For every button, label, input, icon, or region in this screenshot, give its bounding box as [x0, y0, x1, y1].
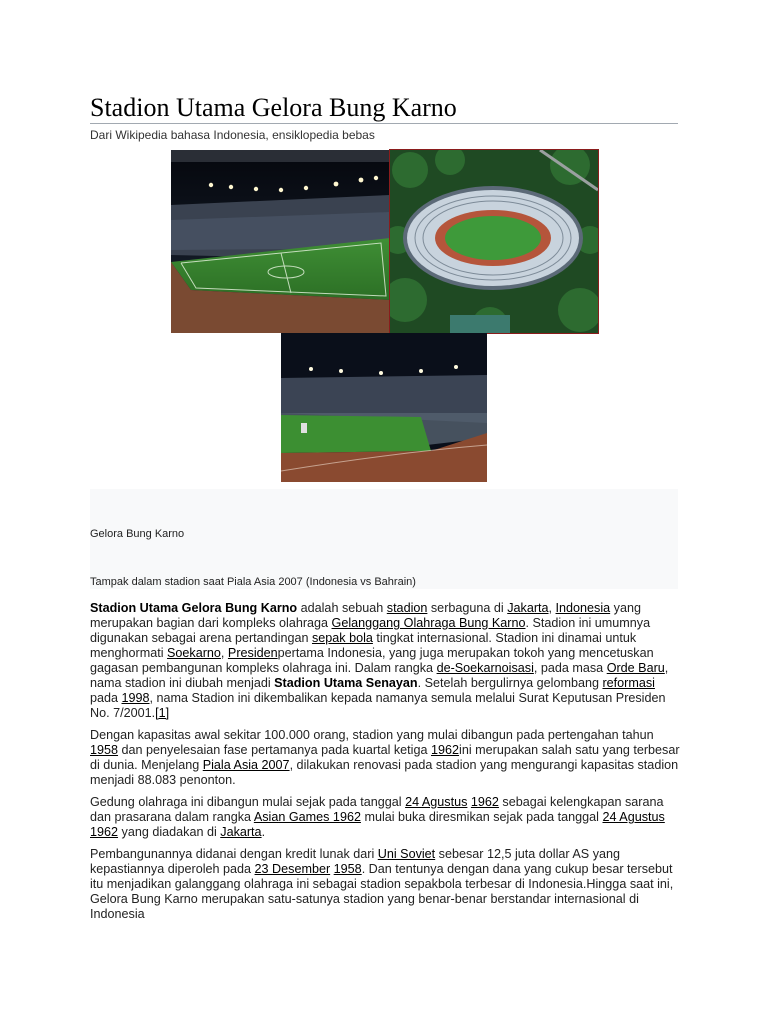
wiki-link[interactable]: Piala Asia 2007 [202, 758, 290, 772]
wiki-link[interactable]: Jakarta [507, 601, 549, 615]
wiki-link[interactable]: Soekarno [167, 646, 221, 660]
paragraph [90, 601, 680, 721]
wiki-link[interactable]: reformasi [602, 676, 655, 690]
text-run: . Setelah bergulirnya gelombang [417, 676, 603, 690]
wiki-link[interactable]: 23 Desember [254, 862, 331, 876]
bold-term: Stadion Utama Gelora Bung Karno [90, 601, 298, 615]
stadium-match-night-image [281, 333, 487, 482]
text-run: yang merupakan bagian dari kompleks olahraga [90, 601, 641, 630]
text-run: tingkat internasional. Stadion ini dinamai untuk menghormati [90, 631, 637, 660]
text-run: adalah sebuah [297, 601, 387, 615]
text-run: yang diadakan di [118, 825, 221, 839]
text-run: . Dan tentunya dengan dana yang cukup besar tersebut itu menjadikan galanggang olahraga ini sebagai stadion sepakbola terbesar di Indonesia.Hingga saat ini, Gelora Bung Karno merupakan satu-satunya stadion yang benar-benar berstandar internasional di Indonesia [90, 862, 674, 921]
text-run: sebesar 12,5 juta dollar AS yang kepastiannya diperoleh pada [90, 847, 621, 876]
wiki-link[interactable]: Presiden [227, 646, 278, 660]
wiki-link[interactable]: 1962 [470, 795, 499, 809]
wiki-link[interactable]: Gelanggang Olahraga Bung Karno [331, 616, 526, 630]
text-run: serbaguna di [427, 601, 508, 615]
text-run: , nama stadion ini diubah menjadi [90, 661, 669, 690]
stadium-aerial-image [390, 150, 598, 333]
bold-term: Stadion Utama Senayan [274, 676, 418, 690]
wiki-link[interactable]: Orde Baru [606, 661, 665, 675]
wiki-link[interactable]: de-Soekarnoisasi [436, 661, 534, 675]
wiki-link[interactable]: 24 Agustus [405, 795, 468, 809]
text-run: Gedung olahraga ini dibangun mulai sejak pada tanggal [90, 795, 406, 809]
stadium-interior-night-photo[interactable] [171, 150, 390, 333]
wiki-link[interactable]: 1958 [90, 743, 119, 757]
wiki-link[interactable]: stadion [386, 601, 428, 615]
wiki-link[interactable]: Indonesia [555, 601, 611, 615]
text-run: pertama Indonesia, yang juga merupakan tokoh yang mencetuskan gagasan pembangunan kompleks olahraga ini. Dalam rangka [90, 646, 654, 675]
stadium-aerial-photo[interactable] [390, 150, 598, 333]
wiki-link[interactable]: 1962 [90, 825, 119, 839]
stadium-match-night-photo[interactable] [281, 333, 487, 482]
figure-caption-text: Tampak dalam stadion saat Piala Asia 2007 (Indonesia vs Bahrain) [90, 576, 416, 588]
text-run: ini merupakan salah satu yang terbesar di dunia. Menjelang [90, 743, 680, 772]
text-run: Pembangunannya didanai dengan kredit lunak dari [90, 847, 378, 861]
text-run: dan penyelesaian fase pertamanya pada kuartal ketiga [118, 743, 431, 757]
paragraph [90, 847, 680, 922]
text-run: , dilakukan renovasi pada stadion yang mengurangi kapasitas stadion menjadi 88.083 penonton. [90, 758, 679, 787]
page-title: Stadion Utama Gelora Bung Karno [90, 93, 457, 122]
wiki-link[interactable]: 1962 [431, 743, 460, 757]
wiki-link[interactable]: Jakarta [220, 825, 262, 839]
text-run: . Stadion ini umumnya digunakan sebagai arena pertandingan [90, 616, 651, 645]
wiki-link[interactable]: sepak bola [311, 631, 373, 645]
wiki-link[interactable]: 1998 [121, 691, 150, 705]
wiki-link[interactable]: 24 Agustus [602, 810, 665, 824]
text-run: , [220, 646, 228, 660]
wiki-link[interactable]: Asian Games 1962 [253, 810, 361, 824]
paragraph [90, 728, 680, 788]
text-run: Dengan kapasitas awal sekitar 100.000 orang, stadion yang mulai dibangun pada pertengahan tahun [90, 728, 654, 742]
page-subtitle: Dari Wikipedia bahasa Indonesia, ensiklopedia bebas [90, 128, 375, 142]
stadium-interior-night-image [171, 150, 390, 333]
wiki-link[interactable]: [1] [155, 706, 170, 720]
paragraph [90, 795, 680, 840]
title-divider [90, 123, 678, 124]
figure-caption-title: Gelora Bung Karno [90, 528, 185, 540]
wiki-link[interactable]: 1958 [333, 862, 362, 876]
text-run: pada [90, 691, 122, 705]
text-run: , nama Stadion ini dikembalikan kepada namanya semula melalui Surat Keputusan Presiden No. 7/2001. [90, 691, 666, 720]
text-run: mulai buka diresmikan sejak pada tanggal [360, 810, 603, 824]
text-run: , pada masa [533, 661, 607, 675]
text-run: . [261, 825, 266, 839]
text-run: , [548, 601, 556, 615]
article-body [90, 601, 680, 929]
text-run: sebagai kelengkapan sarana dan prasarana dalam rangka [90, 795, 664, 824]
wiki-link[interactable]: Uni Soviet [377, 847, 436, 861]
